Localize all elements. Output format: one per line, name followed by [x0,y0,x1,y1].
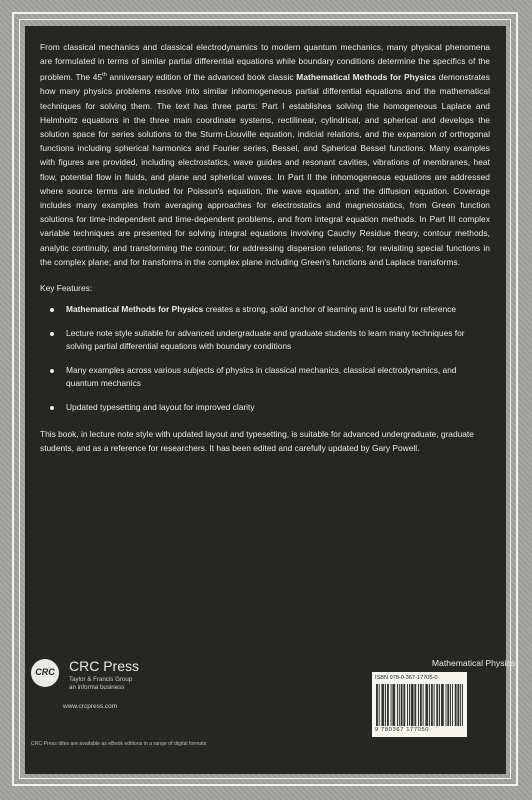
barcode-bar [388,684,389,726]
key-feature-text: Many examples across various subjects of physics in classical mechanics, classical electrodynamics, and quantum mechanics [66,364,457,389]
barcode-bar [393,684,394,726]
barcode-bar [385,684,386,726]
barcode-bar [441,684,442,726]
barcode-bar [432,684,433,726]
barcode-bar [399,684,400,726]
barcode-bar [391,684,392,726]
barcode-bar [377,684,378,726]
barcode-bar [418,684,419,726]
description-text-1: From classical mechanics and classical electrodynamics to modern quantum mechanics, many physical phenomena are formulated in terms of similar partial differential equations while boundary conditions determine the specifics of the problem. The 45 [40,42,490,83]
bullet-icon [50,369,54,373]
closing-paragraph: This book, in lecture note style with updated layout and typesetting, is suitable for advanced undergraduate, graduate students, and as a reference for researchers. It has been edited and carefully updated by Gary Powell. [40,428,474,453]
key-feature-item [50,327,490,354]
bullet-icon [50,332,54,336]
barcode-bar [379,684,380,726]
description-superscript: th [102,72,107,79]
crc-logo-icon [31,659,59,687]
book-description [40,40,490,269]
publisher-name: CRC Press [69,658,140,674]
barcode-bar [450,684,451,726]
barcode-bar [439,684,440,726]
barcode-bar [431,684,432,726]
key-feature-text: creates a strong, solid anchor of learning and is useful for reference [203,304,457,315]
key-feature-item [50,364,490,391]
barcode-digits: 9 780367 177050 [375,727,430,733]
barcode-bar [446,684,447,726]
publisher-logo-block [31,655,231,735]
description-book-title: Mathematical Methods for Physics [296,72,436,83]
barcode-bar [404,684,405,726]
bullet-icon [50,308,54,312]
description-text-2: anniversary edition of the advanced book classic [106,72,297,83]
barcode-bar [458,684,459,726]
barcode-bar [392,684,393,726]
barcode-bar [447,684,448,726]
key-features-title: Key Features: [40,283,93,294]
barcode-bar [452,684,453,726]
barcode-bar [413,684,414,726]
barcode-bar [407,684,408,726]
description-text-3: demonstrates how many physics problems resolve into similar inhomogeneous partial differential equations and the mathematical techniques for solving them. The text has three parts: Part I establishes solving the homogeneous Laplace and Helmholtz equations in the three main coordinate systems, rectilinear, cylindrical, and spherical and develops the solution space for series solutions to the Sturm-Liouville equation, indicial relations, and the expansion of orthogonal functions including spherical harmonics and Fourier series, Bessel, and Spherical Bessel functions. Many examples with figures are provided, including electrostatics, wave guides and resonant cavities, vibrations of membranes, heat flow, potential flow in fluids, and plane and spherical waves. In Part II the inhomogeneous equations are addressed where source terms are included for Poisson's equation, the wave equation, and the diffusion equation. Coverage includes many examples from averaging approaches for electrostatics and magnetostatics, from Green function solutions for time-independent and time-dependent problems, and from integral equation methods. In Part III complex variable techniques are presented for solving integral equations involving Cauchy Residue theory, contour methods, analytic continuity, and transforming the contour; for addressing dispersion relations; for revisiting special functions in the complex plane; and for transforms in the complex plane including Green's functions and Laplace transforms. [40,72,490,267]
barcode-bar [456,684,457,726]
key-feature-item [50,401,490,415]
barcode-bar [436,684,437,726]
barcode-bar [458,684,459,726]
barcode-bar [381,684,382,726]
barcode-bar [434,684,435,726]
barcode-bar [455,684,456,726]
barcode-bar [423,684,424,726]
logo-text: CRC [35,667,55,677]
key-feature-text: Updated typesetting and layout for improved clarity [66,402,255,413]
barcode-bar [387,684,388,726]
barcode-bar [429,684,430,726]
barcode-bar [421,684,422,726]
barcode-bar [414,684,415,726]
barcode-bar [382,684,383,726]
isbn-label: ISBN 978-0-367-17705-0 [375,675,438,681]
barcode-bar [411,684,412,726]
barcode-bar [394,684,395,726]
barcode-bar [397,684,398,726]
barcode-bar [409,684,410,726]
isbn-barcode-box [372,672,467,737]
barcode-bar [427,684,428,726]
barcode-bar [420,684,421,726]
barcode-bar [460,684,461,726]
key-feature-item [50,303,490,317]
barcode-bar [402,684,403,726]
barcode-bar [437,684,438,726]
barcode-bar [412,684,413,726]
subject-category: Mathematical Physics [431,658,515,668]
barcode-bar [442,684,443,726]
publisher-url[interactable]: www.crcpress.com [63,703,118,710]
ebook-notice: CRC Press titles are available as eBook editions in a range of digital formats [31,741,207,747]
barcode-bar [376,684,377,726]
barcode-bar [462,684,463,726]
barcode-bar [425,684,426,726]
barcode-bar [426,684,427,726]
barcode-bar [448,684,449,726]
barcode-bar [443,684,444,726]
barcode-bar [415,684,416,726]
publisher-business: an informa business [69,684,125,691]
barcode-bar [403,684,404,726]
bullet-icon [50,406,54,410]
barcode-icon [376,684,463,726]
publisher-group: Taylor & Francis Group [69,676,133,683]
barcode-bar [383,684,384,726]
key-features-list [40,303,490,415]
key-feature-text: Lecture note style suitable for advanced undergraduate and graduate students to learn many techniques for solving partial differential equations with boundary conditions [66,327,465,352]
key-feature-bold: Mathematical Methods for Physics [66,304,204,315]
barcode-bar [401,684,402,726]
